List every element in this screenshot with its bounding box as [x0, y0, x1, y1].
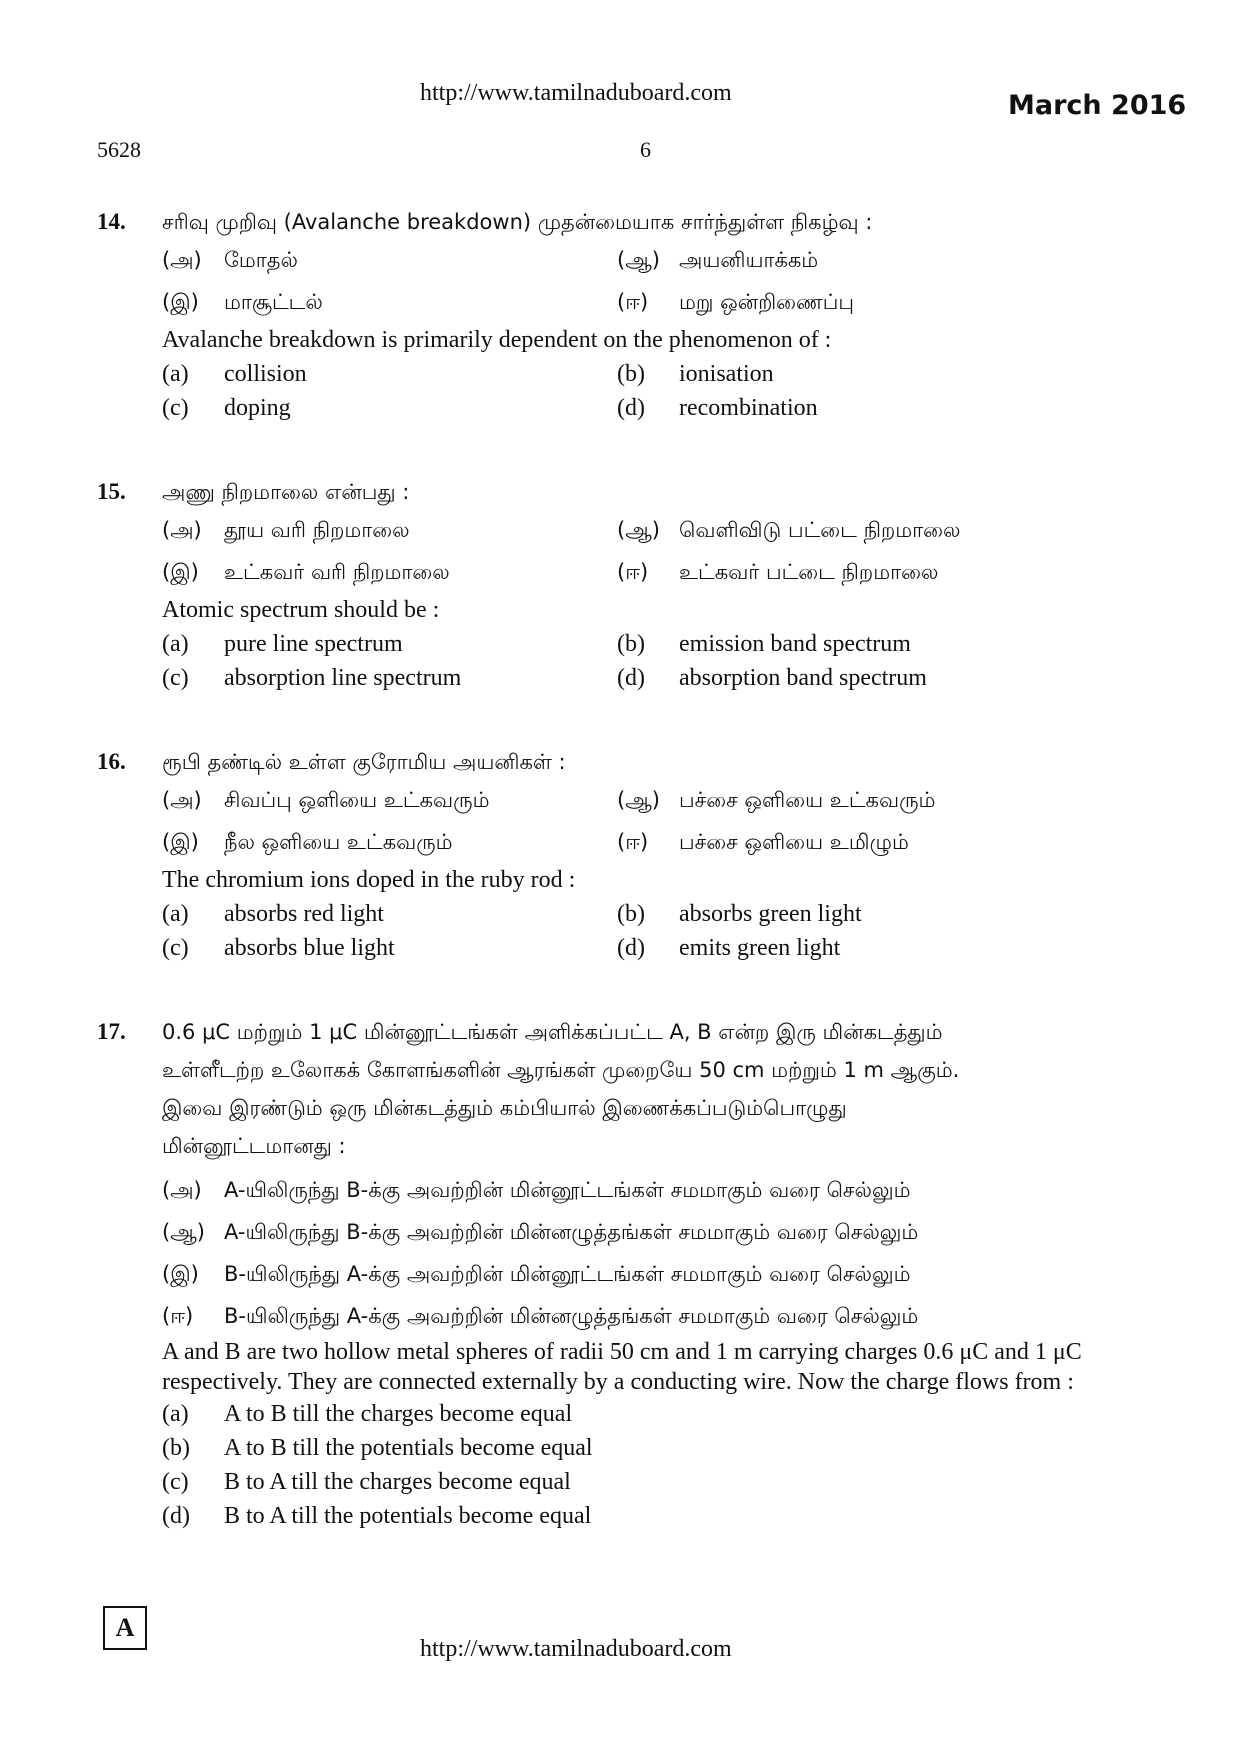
set-label-box: A: [103, 1606, 147, 1650]
option: (a) collision: [162, 361, 307, 387]
tamil-stem-line: மின்னூட்டமானது :: [162, 1134, 346, 1158]
question-17: [97, 1013, 1147, 1533]
option: (இ) உட்கவர் வரி நிறமாலை: [162, 560, 450, 584]
english-options: [162, 627, 1147, 695]
option: (இ) மாசூட்டல்: [162, 290, 323, 314]
option: (a) absorbs red light: [162, 901, 384, 927]
tamil-stem: ரூபி தண்டில் உள்ள குரோமிய அயனிகள் :: [162, 750, 566, 774]
tamil-stem-line: உள்ளீடற்ற உலோகக் கோளங்களின் ஆரங்கள் முறையே 50 cm மற்றும் 1 m ஆகும்.: [162, 1058, 960, 1082]
question-16: [97, 745, 1147, 965]
tamil-stem-line: 0.6 μC மற்றும் 1 μC மின்னூட்டங்கள் அளிக்கப்பட்ட A, B என்ற இரு மின்கடத்தும்: [162, 1020, 943, 1044]
english-options: [162, 1397, 1147, 1533]
option: (அ) A-யிலிருந்து B-க்கு அவற்றின் மின்னூட்டங்கள் சமமாகும் வரை செல்லும்: [162, 1178, 911, 1202]
question-number: 15.: [97, 479, 126, 504]
option: (ஆ) அயனியாக்கம்: [617, 248, 819, 272]
option: (ஈ) பச்சை ஒளியை உமிழும்: [617, 830, 909, 854]
question-number: 14.: [97, 209, 126, 234]
option: (c) absorbs blue light: [162, 935, 395, 961]
date-badge: March 2016: [1008, 90, 1187, 121]
option: (d) recombination: [617, 395, 818, 421]
tamil-options: [162, 779, 1147, 863]
option: (b) A to B till the potentials become equal: [162, 1435, 593, 1461]
page-number: 6: [640, 137, 651, 162]
option: (c) doping: [162, 395, 291, 421]
english-stem: Atomic spectrum should be :: [162, 597, 440, 623]
option: (d) B to A till the potentials become equal: [162, 1503, 592, 1529]
option: (அ) தூய வரி நிறமாலை: [162, 518, 410, 542]
english-stem: The chromium ions doped in the ruby rod :: [162, 867, 576, 893]
option: (b) absorbs green light: [617, 901, 862, 927]
english-options: [162, 357, 1147, 425]
option: (c) absorption line spectrum: [162, 665, 462, 691]
question-number: 16.: [97, 749, 126, 774]
tamil-options: [162, 239, 1147, 323]
option: (d) emits green light: [617, 935, 841, 961]
option: (d) absorption band spectrum: [617, 665, 927, 691]
question-14: [97, 205, 1147, 425]
tamil-stem: அணு நிறமாலை என்பது :: [162, 480, 410, 504]
option: (இ) நீல ஒளியை உட்கவரும்: [162, 830, 453, 854]
option: (ஆ) வெளிவிடு பட்டை நிறமாலை: [617, 518, 961, 542]
option: (அ) சிவப்பு ஒளியை உட்கவரும்: [162, 788, 490, 812]
option: (ஈ) உட்கவர் பட்டை நிறமாலை: [617, 560, 939, 584]
english-options: [162, 897, 1147, 965]
option: (அ) மோதல்: [162, 248, 298, 272]
english-stem: Avalanche breakdown is primarily dependent on the phenomenon of :: [162, 327, 832, 353]
tamil-options: [162, 509, 1147, 593]
tamil-stem-line: இவை இரண்டும் ஒரு மின்கடத்தும் கம்பியால் இணைக்கப்படும்பொழுது: [162, 1096, 847, 1120]
paper-code: 5628: [97, 137, 141, 162]
option: (ஈ) மறு ஒன்றிணைப்பு: [617, 290, 855, 314]
option: (c) B to A till the charges become equal: [162, 1469, 571, 1495]
question-15: [97, 475, 1147, 695]
option: (b) ionisation: [617, 361, 774, 387]
header-url: http://www.tamilnaduboard.com: [420, 80, 732, 106]
option: (a) pure line spectrum: [162, 631, 403, 657]
option: (a) A to B till the charges become equal: [162, 1401, 573, 1427]
tamil-options: [162, 1169, 1147, 1337]
option: (ஆ) A-யிலிருந்து B-க்கு அவற்றின் மின்னழுத்தங்கள் சமமாகும் வரை செல்லும்: [162, 1220, 919, 1244]
tamil-stem: சரிவு முறிவு (Avalanche breakdown) முதன்மையாக சார்ந்துள்ள நிகழ்வு :: [162, 210, 873, 234]
footer-url: http://www.tamilnaduboard.com: [420, 1636, 732, 1662]
option: (ஈ) B-யிலிருந்து A-க்கு அவற்றின் மின்னழுத்தங்கள் சமமாகும் வரை செல்லும்: [162, 1304, 919, 1328]
english-stem: A and B are two hollow metal spheres of radii 50 cm and 1 m carrying charges 0.6 μC and 1 μC respectively. They are connected externally by a conducting wire. Now the charge flows from :: [162, 1339, 1082, 1395]
option: (b) emission band spectrum: [617, 631, 911, 657]
option: (ஆ) பச்சை ஒளியை உட்கவரும்: [617, 788, 936, 812]
question-number: 17.: [97, 1019, 126, 1044]
option: (இ) B-யிலிருந்து A-க்கு அவற்றின் மின்னூட்டங்கள் சமமாகும் வரை செல்லும்: [162, 1262, 911, 1286]
